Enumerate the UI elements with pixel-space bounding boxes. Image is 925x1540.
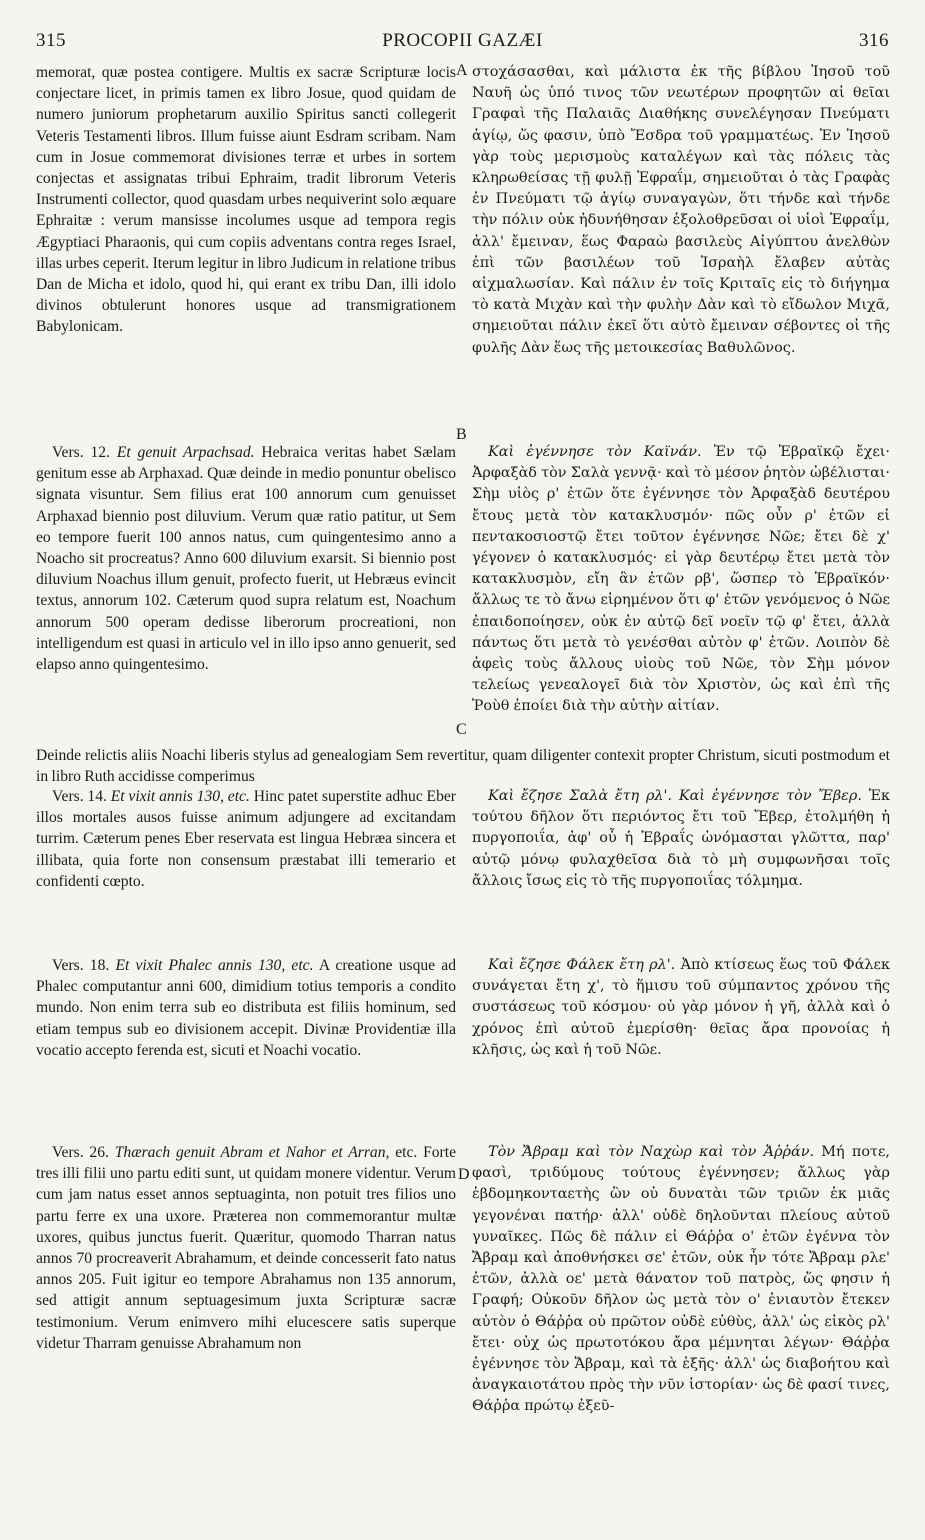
margin-marker-c: C	[456, 721, 467, 738]
page-header	[0, 0, 925, 58]
greek-note-vers-26	[472, 1142, 890, 1418]
verse-lemma: Et vixit annis 130, etc.	[110, 788, 250, 805]
latin-paragraph	[36, 1142, 456, 1354]
greek-paragraph: στοχάσασθαι, καὶ μάλιστα ἐκ τῆς βίβλου Ἰησοῦ τοῦ Ναυῆ ὡς ὑπό τινος τῶν νεωτέρων προφητῶν αἱ θεῖαι Γραφαὶ τῆς Παλαιᾶς Διαθήκης συνελέγησαν Πνεύματι ἁγίῳ, ὥς φασιν, ὑπὸ Ἔσδρα τοῦ γραμματέως. Ἐν Ἰησοῦ γὰρ τοὺς μερισμοὺς καταλέγων καὶ τὰς πόλεις τὰς κληρωθείσας τῇ φυλῇ Ἐφραΐμ, σημειοῦται ὁ τὰς Γραφὰς ἐν Πνεύματι τῷ ἁγίῳ συναγαγὼν, ὅτι τήνδε καὶ τήνδε τὴν πόλιν οὐκ ἠδυνήθησαν ἐξολοθρεῦσαι οἱ υἱοὶ Ἐφραΐμ, ἀλλ' ἔμειναν, ἕως Φαραὼ βασιλεὺς Αἰγύπτου ἀνελθὼν ἐπὶ τῶν βασιλέων τοῦ Ἰσραὴλ ἔλαβεν αὐτὰς αἰχμαλωσίαν. Καὶ πάλιν ἐν τοῖς Κριταῖς εἰς τὸ διήγημα τὸ κατὰ Μιχὰν καὶ τὴν φυλὴν Δὰν καὶ τὸ εἴδωλον Μιχᾶ, σημειοῦται πάλιν ἐκεῖ ὅτι αὐτὸ ἔμειναν σέβοντες οἱ τῆς φυλῆς Δὰν ἕως τῆς μετοικεσίας Βαθυλῶνος.	[472, 64, 890, 356]
verse-label: Vers. 12.	[52, 444, 110, 461]
greek-note-vers-18	[472, 955, 890, 1061]
latin-note-vers-12	[36, 442, 456, 675]
margin-marker-b: B	[456, 426, 467, 443]
latin-note-vers-18	[36, 955, 456, 1061]
verse-label: Vers. 18.	[52, 957, 110, 974]
greek-paragraph	[472, 786, 890, 892]
latin-paragraph: Deinde relictis aliis Noachi liberis stylus ad genealogiam Sem revertitur, quam diligenter contexit propter Christum, sicuti postmodum et in libro Ruth accidisse comperimus	[36, 747, 890, 786]
greek-lemma: Τὸν Ἄβραμ καὶ τὸν Ναχὼρ καὶ τὸν Ἀῤῥάν.	[488, 1144, 815, 1160]
latin-text: etc. Forte tres illi filii uno partu editi sunt, ut quidam monere videntur. Verum cum jam natus esset annos septuaginta, non potuit tres filios uno partu ferre ex una uxore. Præterea non commemorantur multæ uxores, quibus junctus fuerit. Quæritur, quomodo Tharran natus annos 70 procreaverit Abrahamum, et deinde concesserit fato natus annos 205. Fuit igitur eo tempore Abrahamus non 135 annorum, sed attigit annum septuagesimum juxta Scripturæ sacræ testimonium. Verum enimvero mihi elucescere satis superque videtur Tharram genuisse Abrahamum non	[36, 1144, 456, 1352]
greek-text: Μή ποτε, φασὶ, τριδύμους τούτους ἐγέννησεν; ἄλλως γὰρ ἑβδομηκονταετὴς ὢν οὐ δυνατὰι τῶν τριῶν ἐκ μιᾶς γεγονέναι πατήρ· ἀλλ' οὐδὲ δηλοῦνται πλείους αὐτοῦ γυναῖκες. Πῶς δὲ πάλιν εἰ Θάῤῥα ο' ἐτῶν ἐγέννα τὸν Ἄβραμ καὶ ἀποθνήσκει σε' ἐτῶν, οὐκ ἦν τότε Ἄβραμ ρλε' ἐτῶν, ἀλλὰ οε' μετὰ θάνατον τοῦ πατρὸς, ὥς φησιν ἡ Γραφή; Οὐκοῦν δῆλον ὡς μετὰ τὸν ο' ἐνιαυτὸν ἔτεκεν αὐτὸν ὁ Θάῤῥα οὐ πρῶτον οὐδὲ εὐθὺς, ἀλλ' ὡς εἰκὸς ρλ' ἔτει· οὐχ ὡς πρωτοτόκου ἄρα μέμνηται λέγων· Θάῤῥα ἐγέννησε τὸν Ἄβραμ, καὶ τὰ ἑξῆς· ἀλλ' ὡς διαβοήτου καὶ ἀναγκαιοτάτου πρὸς τὴν νῦν ἱστορίαν· ὡς δὲ φασί τινες, Θάῤῥα πρώτῳ ἐξεῦ-	[472, 1144, 890, 1415]
greek-paragraph	[472, 1142, 890, 1418]
greek-lemma: Καὶ ἔζησε Φάλεκ ἔτη ρλ'.	[488, 957, 676, 973]
latin-text: Hebraica veritas habet Sælam genitum esse ab Arphaxad. Quæ deinde in medio ponuntur obelisco signata visuntur. Sem filius erat 100 annorum cum genuisset Arphaxad biennio post diluvium. Verum quæ ratio patitur, ut Sem eo tempore fuerit 100 annos natus, cum quingentesimo anno a Noacho sit procreatus? Anno 600 diluvium exarsit. Si biennio post diluvium Noachus illum genuit, profecto fuerit, ut Hebræus evincit textus, annorum 102. Cæterum quod supra relatum est, Noachum annorum 500 operam dedisse liberorum procreationi, non intelligendum est quasi in articulo vel in illo ipso anno genuerit, sed elapso anno quingentesimo.	[36, 444, 456, 674]
full-width-line	[36, 745, 890, 787]
greek-text: Ἐκ τούτου δῆλον ὅτι περιόντος ἔτι τοῦ Ἔβερ, ἐτολμήθη ἡ πυργοποιΐα, ἀφ' οὗ ἡ Ἑβραΐς ὠνόμασται γλῶττα, παρ' αὐτῷ μόνῳ φυλαχθεῖσα διὰ τὸ μὴ συμφωνῆσαι τοῖς ἄλλοις ἴσως εἰς τὸ τῆς πυργοποιΐας τόλμημα.	[472, 788, 890, 889]
running-title: PROCOPII GAZÆI	[382, 30, 543, 51]
latin-column-intro	[36, 62, 456, 338]
greek-lemma: Καὶ ἔζησε Σαλὰ ἔτη ρλ'. Καὶ ἐγέννησε τὸν Ἔβερ.	[488, 788, 862, 804]
greek-text: Ἀπὸ κτίσεως ἕως τοῦ Φάλεκ συνάγεται ἔτη χ', τὸ ἥμισυ τοῦ σύμπαντος χρόνου τῆς συστάσεως τοῦ κόσμου· οὐ γὰρ μόνον ἡ γῆ, ἀλλὰ καὶ ὁ χρόνος ἐπὶ αὐτοῦ ἐμερίσθη· θεῖας ἄρα προνοίας ἡ κλῆσις, ὡς καὶ ἡ τοῦ Νῶε.	[472, 957, 890, 1058]
greek-text: Ἐν τῷ Ἑβραϊκῷ ἔχει· Ἀρφαξὰδ τὸν Σαλὰ γεννᾷ· καὶ τὸ μέσον ῥητὸν ὠβέλισται· Σὴμ υἱὸς ρ' ἐτῶν ὅτε ἐγέννησε τὸν Ἀρφαξὰδ δευτέρου ἔτους μετὰ τὸν κατακλυσμόν· πῶς οὖν ρ' ἐτῶν εἰ πεντακοσιοστῷ ἔτει τοῦτον ἐγέννησε Νῶε; ἔτει δὲ χ' γέγονεν ὁ κατακλυσμός· εἰ γὰρ δευτέρῳ ἔτει μετὰ τὸν κατακλυσμὸν, εἴη ἂν ἐτῶν ρβ', ὥσπερ τὸ Ἑβραϊκόν· ἄλλως τε τὸ ἄνω εἰρημένον ὅτι φ' ἐτῶν γενόμενος ὁ Νῶε ἐπαιδοποίησεν, οὐκ ἐν αὐτῷ δεῖ νοεῖν τῷ φ' ἔτει, ἀλλὰ πάντως ὅτι μετὰ τὸ γενέσθαι αὐτὸν φ' ἐτῶν. Λοιπὸν δὲ ἀφεὶς τοὺς ἄλλους υἱοὺς τοῦ Νῶε, τὸν Σὴμ μόνον τελείως γενεαλογεῖ διὰ τὸν Χριστὸν, ὡς καὶ ἐπὶ τῆς Ῥοὺθ ἐποίει διὰ τὴν αὐτὴν αἰτίαν.	[472, 444, 890, 715]
greek-note-vers-12	[472, 442, 890, 718]
greek-paragraph	[472, 955, 890, 1061]
latin-text: A creatione usque ad Phalec computantur anni 600, dimidium totius temporis a condito mundo. Non enim terra sub eo distributa est filiis hominum, sed etiam tempus sub eo divisionem accepit. Divinæ Providentiæ illa vocatio accepto ferenda est, sicuti et Noachi vocatio.	[36, 957, 456, 1059]
margin-marker-d: D	[458, 1166, 470, 1183]
verse-lemma: Et genuit Arpachsad.	[116, 444, 255, 461]
verse-lemma: Thærach genuit Abram et Nahor et Arran,	[114, 1144, 390, 1161]
latin-paragraph	[36, 442, 456, 675]
verse-label: Vers. 26.	[52, 1144, 109, 1161]
verse-lemma: Et vixit Phalec annis 130, etc.	[115, 957, 314, 974]
greek-paragraph	[472, 442, 890, 718]
latin-text: Hinc patet superstite adhuc Eber illos mortales ausos fuisse animum adjungere ad excitandam turrim. Cæterum penes Eber reservata est lingua Hebræa sincera et illibata, quia forte non consensum præstabat illi temerario et confidenti cœpto.	[36, 788, 456, 890]
latin-paragraph	[36, 786, 456, 892]
greek-column-intro	[472, 62, 890, 359]
latin-note-vers-14	[36, 786, 456, 892]
greek-note-vers-14	[472, 786, 890, 892]
verse-label: Vers. 14.	[52, 788, 107, 805]
latin-note-vers-26	[36, 1142, 456, 1354]
greek-lemma: Καὶ ἐγέννησε τὸν Καϊνάν.	[488, 444, 702, 460]
latin-paragraph	[36, 955, 456, 1061]
margin-marker-a: A	[456, 62, 468, 79]
latin-paragraph: memorat, quæ postea contigere. Multis ex sacræ Scripturæ locis conjectare licet, in primis tamen ex libro Josue, quod quidam de numero juniorum prophetarum auxilio Spiritus sancti collegerit Veteris Testamenti libros. Illum fuisse aiunt Esdram scribam. Nam cum in Josue commemorat divisiones terræ et urbes in sortem conjectas et assignatas tribui Ephraim, tradit librorum Veteris Instrumenti collector, quod quasdam urbes nequiverint solo æquare Ephraitæ : verum mansisse incolumes usque ad tempora regis Ægyptiaci Pharaonis, qui cum copiis adventans contra reges Israel, illas urbes ceperit. Iterum legitur in libro Judicum in relatione tribus Dan de Micha et idolo, quod hi, qui erant ex tribu Dan, illi idolo divinos obtulerunt honores usque ad transmigrationem Babylonicam.	[36, 64, 456, 336]
page-number-right: 316	[859, 30, 889, 51]
page-number-left: 315	[36, 30, 66, 51]
